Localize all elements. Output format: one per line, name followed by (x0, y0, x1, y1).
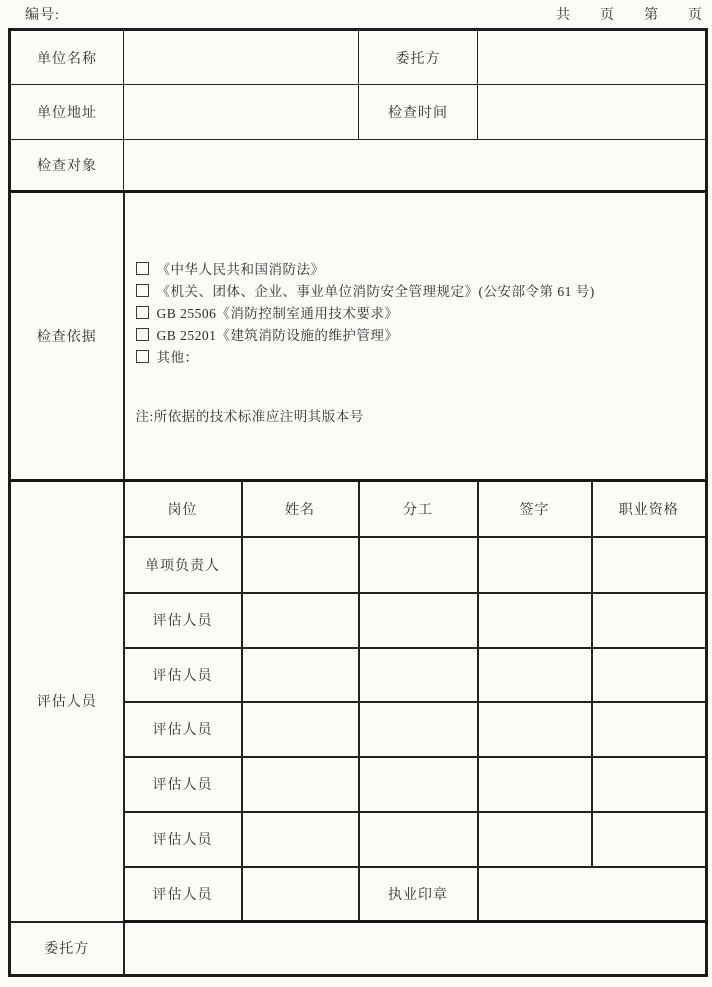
unit-address-label-cell: 单位地址 (10, 85, 124, 140)
signature-cell (478, 812, 592, 867)
basis-item (136, 325, 694, 347)
checkbox-icon (136, 306, 149, 319)
qualification-cell (592, 537, 707, 593)
basis-item-label: 其他： (156, 350, 199, 365)
column-header-duty: 分工 (359, 481, 478, 537)
column-header-signature: 签字 (478, 481, 592, 537)
column-header-post: 岗位 (124, 481, 242, 537)
qualification-cell (592, 702, 707, 757)
name-cell (242, 593, 359, 648)
personnel-label-cell: 评估人员 (10, 481, 124, 922)
unit-address-row (10, 85, 707, 140)
seal-value-cell (478, 867, 707, 922)
basis-item-label: GB 25506《消防控制室通用技术要求》 (156, 306, 399, 321)
unit-address-value-cell (124, 85, 359, 140)
qualification-cell (592, 593, 707, 648)
name-cell (242, 702, 359, 757)
duty-cell (359, 702, 478, 757)
post-cell: 评估人员 (124, 648, 242, 702)
personnel-header-row (10, 481, 707, 537)
unit-name-label-cell: 单位名称 (10, 30, 124, 85)
name-cell (242, 867, 359, 922)
inspection-basis-row (10, 192, 707, 481)
fire-inspection-form-table (8, 28, 708, 977)
footer-client-label-cell: 委托方 (10, 922, 124, 976)
signature-cell (478, 593, 592, 648)
signature-cell (478, 702, 592, 757)
basis-item-label: 《中华人民共和国消防法》 (156, 262, 325, 277)
duty-cell (359, 757, 478, 812)
basis-item (136, 303, 694, 325)
pagination-total-label: 共 (556, 8, 571, 23)
basis-content-cell (124, 192, 707, 481)
post-cell: 评估人员 (124, 867, 242, 922)
name-cell (242, 537, 359, 593)
checkbox-icon (136, 262, 149, 275)
qualification-cell (592, 648, 707, 702)
column-header-qualification: 职业资格 (592, 481, 707, 537)
basis-item-label: 《机关、团体、企业、事业单位消防安全管理规定》(公安部令第 61 号) (156, 284, 595, 299)
pagination (556, 4, 705, 24)
footer-client-value-cell (124, 922, 707, 976)
pagination-total-unit: 页 (600, 8, 615, 23)
client-label-cell: 委托方 (359, 30, 478, 85)
duty-cell (359, 537, 478, 593)
unit-name-value-cell (124, 30, 359, 85)
basis-item (136, 259, 694, 281)
inspection-time-label-cell: 检查时间 (359, 85, 478, 140)
unit-name-row (10, 30, 707, 85)
signature-cell (478, 757, 592, 812)
name-cell (242, 757, 359, 812)
footer-client-row (10, 922, 707, 976)
qualification-cell (592, 757, 707, 812)
client-value-cell (478, 30, 707, 85)
duty-cell (359, 593, 478, 648)
post-cell: 单项负责人 (124, 537, 242, 593)
page-header (8, 0, 705, 28)
duty-cell (359, 812, 478, 867)
basis-item (136, 347, 694, 369)
pagination-current-label: 第 (644, 8, 659, 23)
post-cell: 评估人员 (124, 593, 242, 648)
signature-cell (478, 537, 592, 593)
signature-cell (478, 648, 592, 702)
name-cell (242, 648, 359, 702)
inspection-object-row (10, 140, 707, 192)
basis-item-label: GB 25201《建筑消防设施的维护管理》 (156, 328, 399, 343)
qualification-cell (592, 812, 707, 867)
duty-cell (359, 648, 478, 702)
basis-label-cell: 检查依据 (10, 192, 124, 481)
pagination-current-unit: 页 (688, 8, 703, 23)
post-cell: 评估人员 (124, 812, 242, 867)
inspection-object-label-cell: 检查对象 (10, 140, 124, 192)
seal-label-cell: 执业印章 (359, 867, 478, 922)
checkbox-icon (136, 284, 149, 297)
basis-item (136, 281, 694, 303)
column-header-name: 姓名 (242, 481, 359, 537)
inspection-object-value-cell (124, 140, 707, 192)
document-number-label: 编号: (25, 8, 60, 23)
checkbox-icon (136, 350, 149, 363)
basis-note: 注:所依据的技术标准应注明其版本号 (135, 409, 364, 424)
post-cell: 评估人员 (124, 702, 242, 757)
name-cell (242, 812, 359, 867)
post-cell: 评估人员 (124, 757, 242, 812)
inspection-time-value-cell (478, 85, 707, 140)
checkbox-icon (136, 328, 149, 341)
